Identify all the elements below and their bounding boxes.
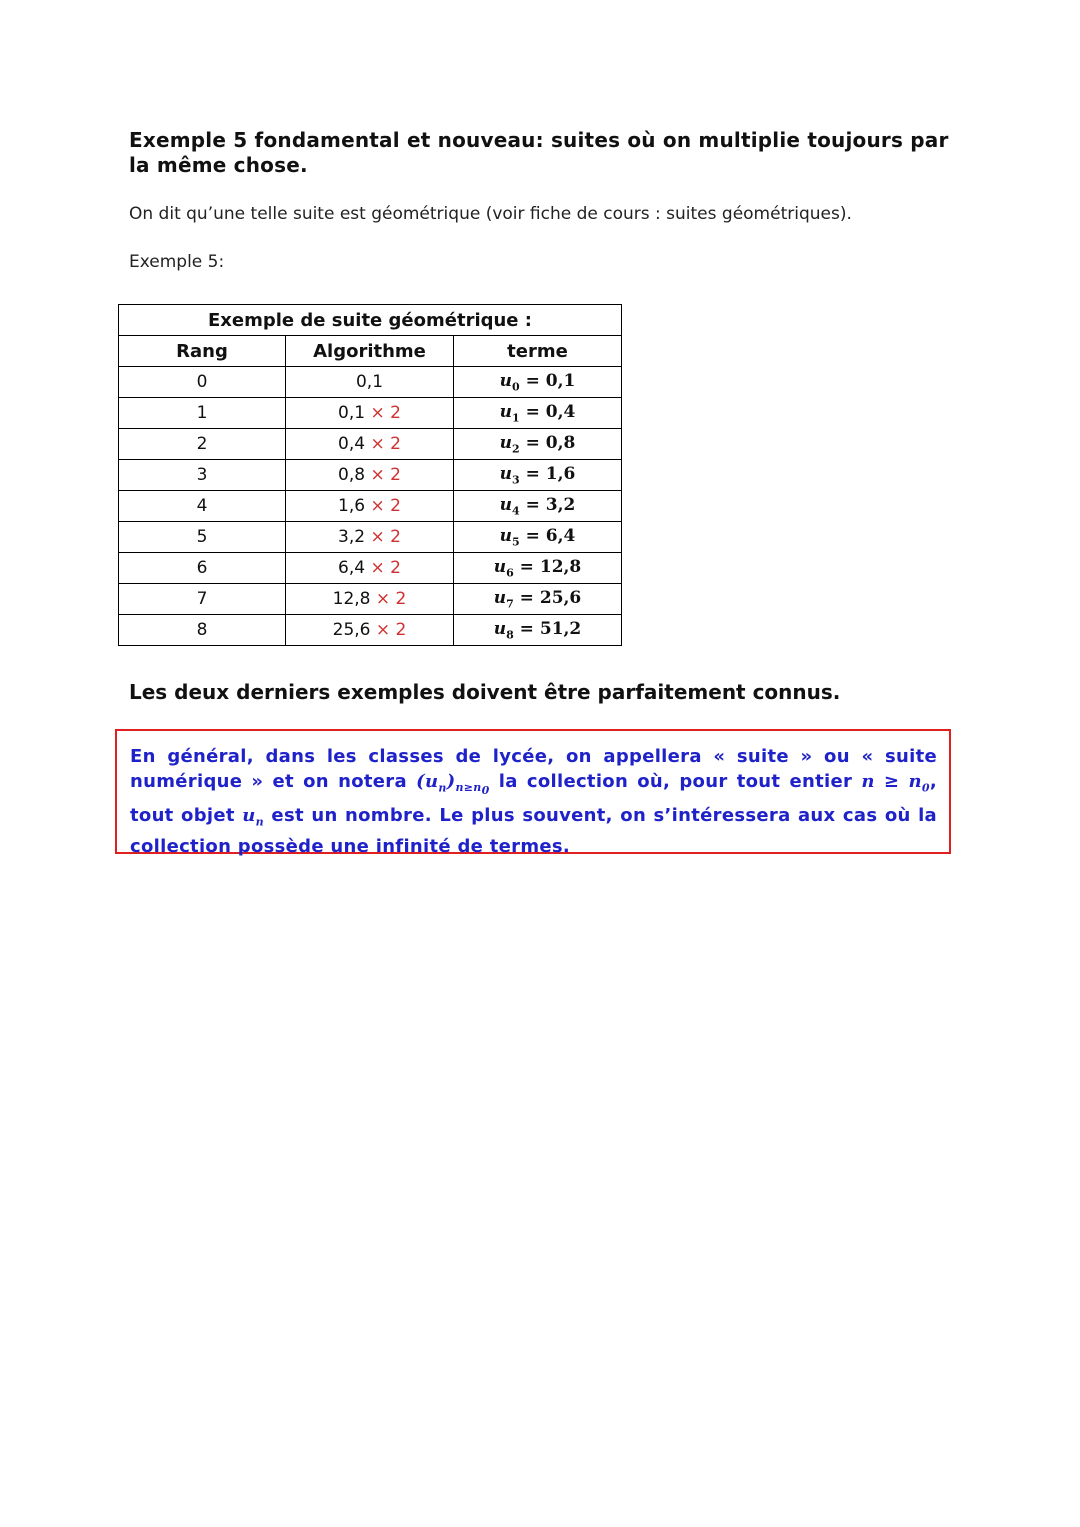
equals-sign: = <box>519 370 546 391</box>
rang-cell: 7 <box>119 584 286 615</box>
rang-cell: 3 <box>119 460 286 491</box>
term-symbol: $u_2$ <box>499 432 520 456</box>
algorithme-value: 0,1 <box>338 403 366 423</box>
multiplier: × 2 <box>370 403 401 423</box>
terme-cell <box>454 398 622 429</box>
terme-cell <box>454 367 622 398</box>
multiplier: × 2 <box>370 558 401 578</box>
rang-cell: 8 <box>119 615 286 646</box>
algorithme-cell <box>286 491 454 522</box>
algorithme-value: 0,4 <box>338 434 366 454</box>
table-row <box>119 491 622 522</box>
term-symbol: $u_1$ <box>499 401 520 425</box>
table-row <box>119 367 622 398</box>
algorithme-cell <box>286 553 454 584</box>
equals-sign: = <box>519 494 546 515</box>
term-index: 4 <box>512 504 520 518</box>
table-row <box>119 553 622 584</box>
rang-cell: 0 <box>119 367 286 398</box>
term-value: 0,8 <box>545 432 576 453</box>
multiplier: × 2 <box>375 620 407 640</box>
table-row <box>119 584 622 615</box>
equals-sign: = <box>519 432 546 453</box>
table-row <box>119 398 622 429</box>
multiplier: × 2 <box>370 465 401 485</box>
rang-cell: 5 <box>119 522 286 553</box>
terme-cell <box>454 584 622 615</box>
table-row <box>119 522 622 553</box>
term-symbol: $u_0$ <box>499 370 520 394</box>
term-value: 1,6 <box>545 463 576 484</box>
algorithme-cell <box>286 522 454 553</box>
term-value: 12,8 <box>539 556 582 577</box>
table-row <box>119 429 622 460</box>
equals-sign: = <box>513 618 540 639</box>
table-caption: Exemple de suite géométrique : <box>119 305 622 336</box>
algorithme-cell <box>286 367 454 398</box>
term-index: 3 <box>512 473 520 487</box>
rang-cell: 4 <box>119 491 286 522</box>
term-symbol: $u_3$ <box>499 463 520 487</box>
table-row <box>119 460 622 491</box>
multiplier: × 2 <box>370 527 401 547</box>
rang-cell: 6 <box>119 553 286 584</box>
algorithme-value: 0,8 <box>338 465 366 485</box>
definition-text-1: En général, dans les classes de lycée, on appellera « suite » ou « suite numérique » et on notera <box>130 746 937 792</box>
multiplier: × 2 <box>370 496 401 516</box>
term-symbol: $u_4$ <box>499 494 520 518</box>
multiplier: × 2 <box>370 434 401 454</box>
algorithme-value: 0,1 <box>355 372 384 392</box>
definition-text-3: , tout objet <box>130 770 937 826</box>
term-index: 7 <box>506 597 514 611</box>
term-value: 25,6 <box>539 587 582 608</box>
equals-sign: = <box>513 556 540 577</box>
term-symbol: $u_6$ <box>493 556 514 580</box>
term-value: 51,2 <box>539 618 582 639</box>
equals-sign: = <box>519 401 546 422</box>
intro-paragraph: On dit qu’une telle suite est géométrique (voir fiche de cours : suites géométriques). <box>129 204 852 224</box>
term-value: 0,4 <box>545 401 576 422</box>
term-value: 3,2 <box>545 494 576 515</box>
terme-cell <box>454 460 622 491</box>
algorithme-value: 25,6 <box>332 620 371 640</box>
algorithme-value: 3,2 <box>338 527 366 547</box>
terme-cell <box>454 615 622 646</box>
term-index: 0 <box>512 380 520 394</box>
term-notation: $u_n$ <box>242 804 264 829</box>
sequence-notation: $(u_n)_{n\ge n_0}$ <box>416 770 490 798</box>
algorithme-cell <box>286 429 454 460</box>
term-index: 1 <box>512 411 520 425</box>
term-symbol: $u_8$ <box>493 618 514 642</box>
term-index: 6 <box>506 566 514 580</box>
definition-text-2: la collection où, pour tout entier <box>489 770 862 792</box>
column-header-algorithme: Algorithme <box>286 336 454 367</box>
equals-sign: = <box>513 587 540 608</box>
example-label: Exemple 5: <box>129 252 225 272</box>
term-value: 0,1 <box>545 370 576 391</box>
terme-cell <box>454 429 622 460</box>
algorithme-value: 1,6 <box>338 496 366 516</box>
algorithme-value: 6,4 <box>338 558 366 578</box>
term-index: 2 <box>512 442 520 456</box>
equals-sign: = <box>519 525 546 546</box>
term-symbol: $u_5$ <box>499 525 520 549</box>
algorithme-cell <box>286 584 454 615</box>
section-heading: Exemple 5 fondamental et nouveau: suites où on multiplie toujours par la même chose. <box>129 128 949 177</box>
table-body <box>119 367 622 646</box>
algorithme-cell <box>286 615 454 646</box>
equals-sign: = <box>519 463 546 484</box>
multiplier: × 2 <box>375 589 407 609</box>
column-header-rang: Rang <box>119 336 286 367</box>
terme-cell <box>454 491 622 522</box>
term-value: 6,4 <box>545 525 576 546</box>
column-header-terme: terme <box>454 336 622 367</box>
inequality-notation: $n \ge n_0$ <box>861 770 930 795</box>
rang-cell: 2 <box>119 429 286 460</box>
rang-cell: 1 <box>119 398 286 429</box>
algorithme-cell <box>286 460 454 491</box>
table-row <box>119 615 622 646</box>
term-symbol: $u_7$ <box>493 587 514 611</box>
term-index: 5 <box>512 535 520 549</box>
algorithme-value: 12,8 <box>332 589 371 609</box>
conclusion-text: Les deux derniers exemples doivent être parfaitement connus. <box>129 680 841 704</box>
definition-box <box>115 729 951 857</box>
definition-text-4: est un nombre. Le plus souvent, on s’intéressera aux cas où la collection possède une infinité de termes. <box>130 804 937 857</box>
geometric-sequence-table <box>118 304 622 646</box>
terme-cell <box>454 522 622 553</box>
terme-cell <box>454 553 622 584</box>
term-index: 8 <box>506 628 514 642</box>
algorithme-cell <box>286 398 454 429</box>
